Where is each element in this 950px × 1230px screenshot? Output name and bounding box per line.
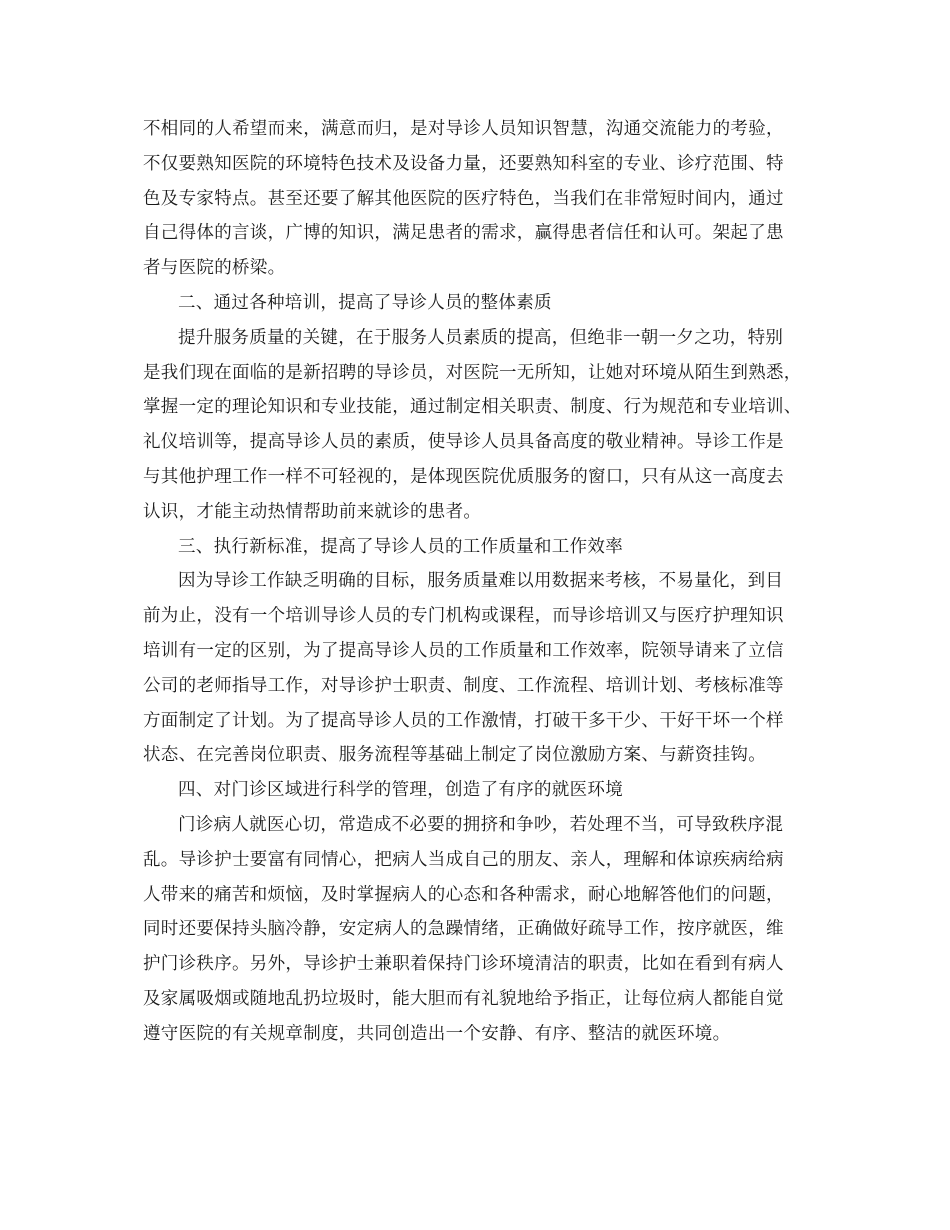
paragraph-line: 与其他护理工作一样不可轻视的，是体现医院优质服务的窗口，只有从这一高度去: [143, 466, 784, 487]
paragraph-line: 护门诊秩序。另外，导诊护士兼职着保持门诊环境清洁的职责，比如在看到有病人: [143, 954, 784, 975]
paragraph-first-line: 二、通过各种培训，提高了导诊人员的整体素质: [178, 292, 552, 313]
paragraph-line: 礼仪培训等，提高导诊人员的素质，使导诊人员具备高度的敬业精神。导诊工作是: [143, 432, 784, 453]
paragraph-line: 人带来的痛苦和烦恼，及时掌握病人的心态和各种需求，耐心地解答他们的问题，: [143, 884, 784, 905]
paragraph-line: 色及专家特点。甚至还要了解其他医院的医疗特色，当我们在非常短时间内，通过: [143, 188, 784, 209]
paragraph-line: 掌握一定的理论知识和专业技能，通过制定相关职责、制度、行为规范和专业培训、: [143, 397, 802, 418]
paragraph-line: 状态、在完善岗位职责、服务流程等基础上制定了岗位激励方案、与薪资挂钩。: [143, 745, 766, 766]
paragraph-first-line: 因为导诊工作缺乏明确的目标，服务质量难以用数据来考核，不易量化，到目: [178, 571, 784, 592]
paragraph-line: 及家属吸烟或随地乱扔垃圾时，能大胆而有礼貌地给予指正，让每位病人都能自觉: [143, 988, 784, 1009]
paragraph-line: 前为止，没有一个培训导诊人员的专门机构或课程，而导诊培训又与医疗护理知识: [143, 606, 784, 627]
paragraph-line: 不相同的人希望而来，满意而归，是对导诊人员知识智慧，沟通交流能力的考验，: [143, 119, 784, 139]
paragraph-first-line: 三、执行新标准，提高了导诊人员的工作质量和工作效率: [178, 536, 623, 557]
paragraph-line: 公司的老师指导工作，对导诊护士职责、制度、工作流程、培训计划、考核标准等: [143, 675, 784, 696]
paragraph-line: 培训有一定的区别，为了提高导诊人员的工作质量和工作效率，院领导请来了立信: [143, 640, 784, 661]
document-body: [143, 112, 823, 1052]
paragraph-line: 是我们现在面临的是新招聘的导诊员，对医院一无所知，让她对环境从陌生到熟悉，: [143, 362, 802, 383]
paragraph-line: 者与医院的桥梁。: [143, 258, 286, 279]
paragraph-line: 认识，才能主动热情帮助前来就诊的患者。: [143, 501, 482, 522]
paragraph-first-line: 提升服务质量的关键，在于服务人员素质的提高，但绝非一朝一夕之功，特别: [178, 327, 784, 348]
paragraph-first-line: 门诊病人就医心切，常造成不必要的拥挤和争吵，若处理不当，可导致秩序混: [178, 814, 784, 835]
paragraph-line: 遵守医院的有关规章制度，共同创造出一个安静、有序、整洁的就医环境。: [143, 1023, 731, 1044]
paragraph-line: 乱。导诊护士要富有同情心，把病人当成自己的朋友、亲人，理解和体谅疾病给病: [143, 849, 784, 870]
paragraph-line: 自己得体的言谈，广博的知识，满足患者的需求，赢得患者信任和认可。架起了患: [143, 223, 784, 244]
paragraph-first-line: 四、对门诊区域进行科学的管理，创造了有序的就医环境: [178, 780, 623, 801]
paragraph-line: 不仅要熟知医院的环境特色技术及设备力量，还要熟知科室的专业、诊疗范围、特: [143, 153, 784, 174]
paragraph-line: 方面制定了计划。为了提高导诊人员的工作激情，打破干多干少、干好干坏一个样: [143, 710, 784, 731]
paragraph-line: 同时还要保持头脑冷静，安定病人的急躁情绪，正确做好疏导工作，按序就医，维: [143, 919, 784, 940]
